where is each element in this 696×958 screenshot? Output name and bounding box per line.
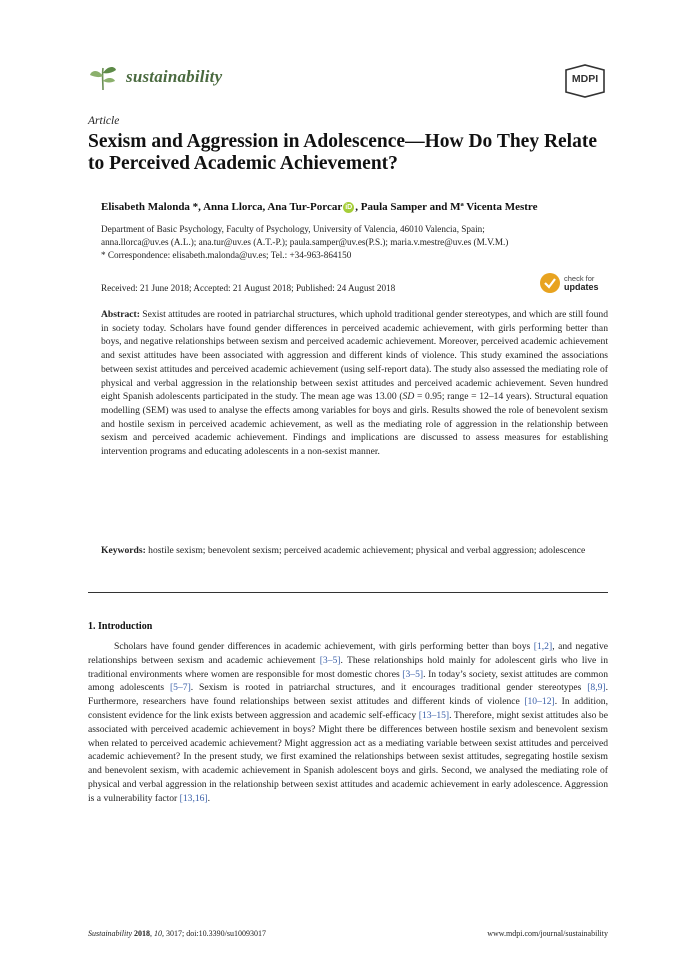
article-type: Article xyxy=(88,115,120,127)
section-heading-introduction: 1. Introduction xyxy=(88,621,153,632)
intro-text: Scholars have found gender differences in academic achievement, with girls performing better than boys xyxy=(114,641,534,652)
keywords-text: hostile sexism; benevolent sexism; perceived academic achievement; physical and verbal aggression; adolescence xyxy=(145,545,586,556)
journal-name: sustainability xyxy=(126,67,223,86)
authors-first: Elisabeth Malonda *, Anna Llorca, Ana Tur-Porcar xyxy=(101,201,343,213)
check-badge-text xyxy=(564,275,599,292)
citation-link[interactable]: [13,16] xyxy=(179,792,208,804)
footer-volume: 10 xyxy=(154,929,162,938)
introduction-paragraph xyxy=(88,640,608,806)
citation-link[interactable]: [3–5] xyxy=(319,654,341,666)
check-for-updates-badge[interactable] xyxy=(540,270,610,296)
citation-link[interactable]: [5–7] xyxy=(169,682,191,694)
intro-text: . Therefore, might sexist attitudes also be associated with perceived academic achievement in boys? Might there be differences between hostile sexism and benevolent sexism when related to perceived academic achievement? Might aggression act as a mediating variable between sexist attitudes and perceived academic achievement? In the present study, we first examined the relationships between sexist attitudes, segregating hostile sexism and benevolent sexism, with academic achievement in Spanish adolescent boys and girls. Second, we analysed the mediating role of physical and verbal aggression in the relationship between sexist attitudes and academic achievement in early adolescence. Aggression is a vulnerability factor xyxy=(88,709,608,804)
keywords xyxy=(101,544,608,558)
section-divider xyxy=(88,592,608,593)
citation-link[interactable]: [1,2] xyxy=(533,641,553,652)
footer-doi: , 3017; doi:10.3390/su10093017 xyxy=(162,929,267,938)
publisher-logo xyxy=(562,64,608,98)
abstract-sd: SD xyxy=(402,391,415,403)
publisher-name: MDPI xyxy=(571,73,599,85)
footer-year: 2018 xyxy=(134,929,150,938)
check-badge-line2: updates xyxy=(564,281,599,292)
article-title: Sexism and Aggression in Adolescence—How Do They Relate to Perceived Academic Achievement? xyxy=(88,131,597,174)
citation-link[interactable]: [8,9] xyxy=(587,682,606,694)
intro-text: . xyxy=(207,792,211,804)
footer-citation: Sustainability 2018, 10, 3017; doi:10.3390/su10093017 xyxy=(88,929,267,938)
author-emails: anna.llorca@uv.es (A.L.); ana.tur@uv.es (A.T.-P.); paula.samper@uv.es(P.S.); maria.v.mestre@uv.es (M.V.M.) xyxy=(101,237,509,247)
abstract-label: Abstract: xyxy=(101,309,140,320)
abstract xyxy=(101,308,608,459)
keywords-label: Keywords: xyxy=(101,545,146,556)
intro-text: . These relationships hold mainly for adolescent girls who live in traditional environments where women are responsible for most domestic chores xyxy=(88,654,609,680)
intro-text: . Sexism is rooted in patriarchal structures, and it encourages traditional gender stereotypes xyxy=(190,682,588,694)
abstract-text-a: Sexist attitudes are rooted in patriarchal structures, which uphold traditional gender stereotypes, and which are still found in society today. Scholars have found gender differences in perceived academic achievement, with girls performing better than boys, and negative relationships between sexism and perceived academic achievement. Moreover, perceived academic achievement and sexist attitudes have been associated with aggression and different kinds of violence. This study examined the associations between sexist attitudes and perceived academic achievement (using self-report data). The study also assessed the mediating role of physical and verbal aggression in the relationship between sexist attitudes and perceived academic achievement. Seven hundred eight Spanish adolescents participated in the study. The mean age was 13.00 ( xyxy=(101,309,608,403)
leaf-icon xyxy=(88,62,118,92)
abstract-text-b: = 0.95; range = 12–14 years). Structural equation modelling (SEM) was used to analyse the effects among variables for boys and girls. Results showed the role of benevolent sexism and hostile sexism in perceived academic achievement, as well as the mediating role of aggression in the relationship between sexism and perceived academic achievement. Findings and implications are discussed to assess measures for establishing intervention programs and educating adolescents in a non-sexist manner. xyxy=(101,391,608,458)
intro-text: . In addition, consistent evidence for the link exists between aggression and academic self-efficacy xyxy=(88,696,608,721)
author-list xyxy=(101,201,537,213)
checkmark-icon xyxy=(540,273,560,293)
check-badge-line1: check for xyxy=(564,273,595,283)
intro-text: . In today’s society, sexist attitudes are common among adolescents xyxy=(88,668,608,694)
correspondence: * Correspondence: elisabeth.malonda@uv.es; Tel.: +34-963-864150 xyxy=(101,250,352,260)
journal-logo xyxy=(88,60,263,94)
citation-link[interactable]: [13–15] xyxy=(418,709,450,721)
citation-link[interactable]: [10–12] xyxy=(524,696,555,708)
citation-link[interactable]: [3–5] xyxy=(402,668,424,680)
footer-url[interactable]: www.mdpi.com/journal/sustainability xyxy=(487,929,608,938)
affiliation: Department of Basic Psychology, Faculty of Psychology, University of Valencia, 46010 Valencia, Spain; xyxy=(101,224,485,234)
publication-dates: Received: 21 June 2018; Accepted: 21 August 2018; Published: 24 August 2018 xyxy=(101,283,396,293)
intro-text: . Furthermore, researchers have found relationships between sexist attitudes and different kinds of violence xyxy=(88,682,608,708)
authors-rest: , Paula Samper and Mª Vicenta Mestre xyxy=(355,201,538,213)
orcid-icon[interactable]: iD xyxy=(345,203,353,211)
intro-text: , and negative relationships between sexism and academic achievement xyxy=(88,641,608,666)
footer-journal: Sustainability xyxy=(88,929,132,938)
